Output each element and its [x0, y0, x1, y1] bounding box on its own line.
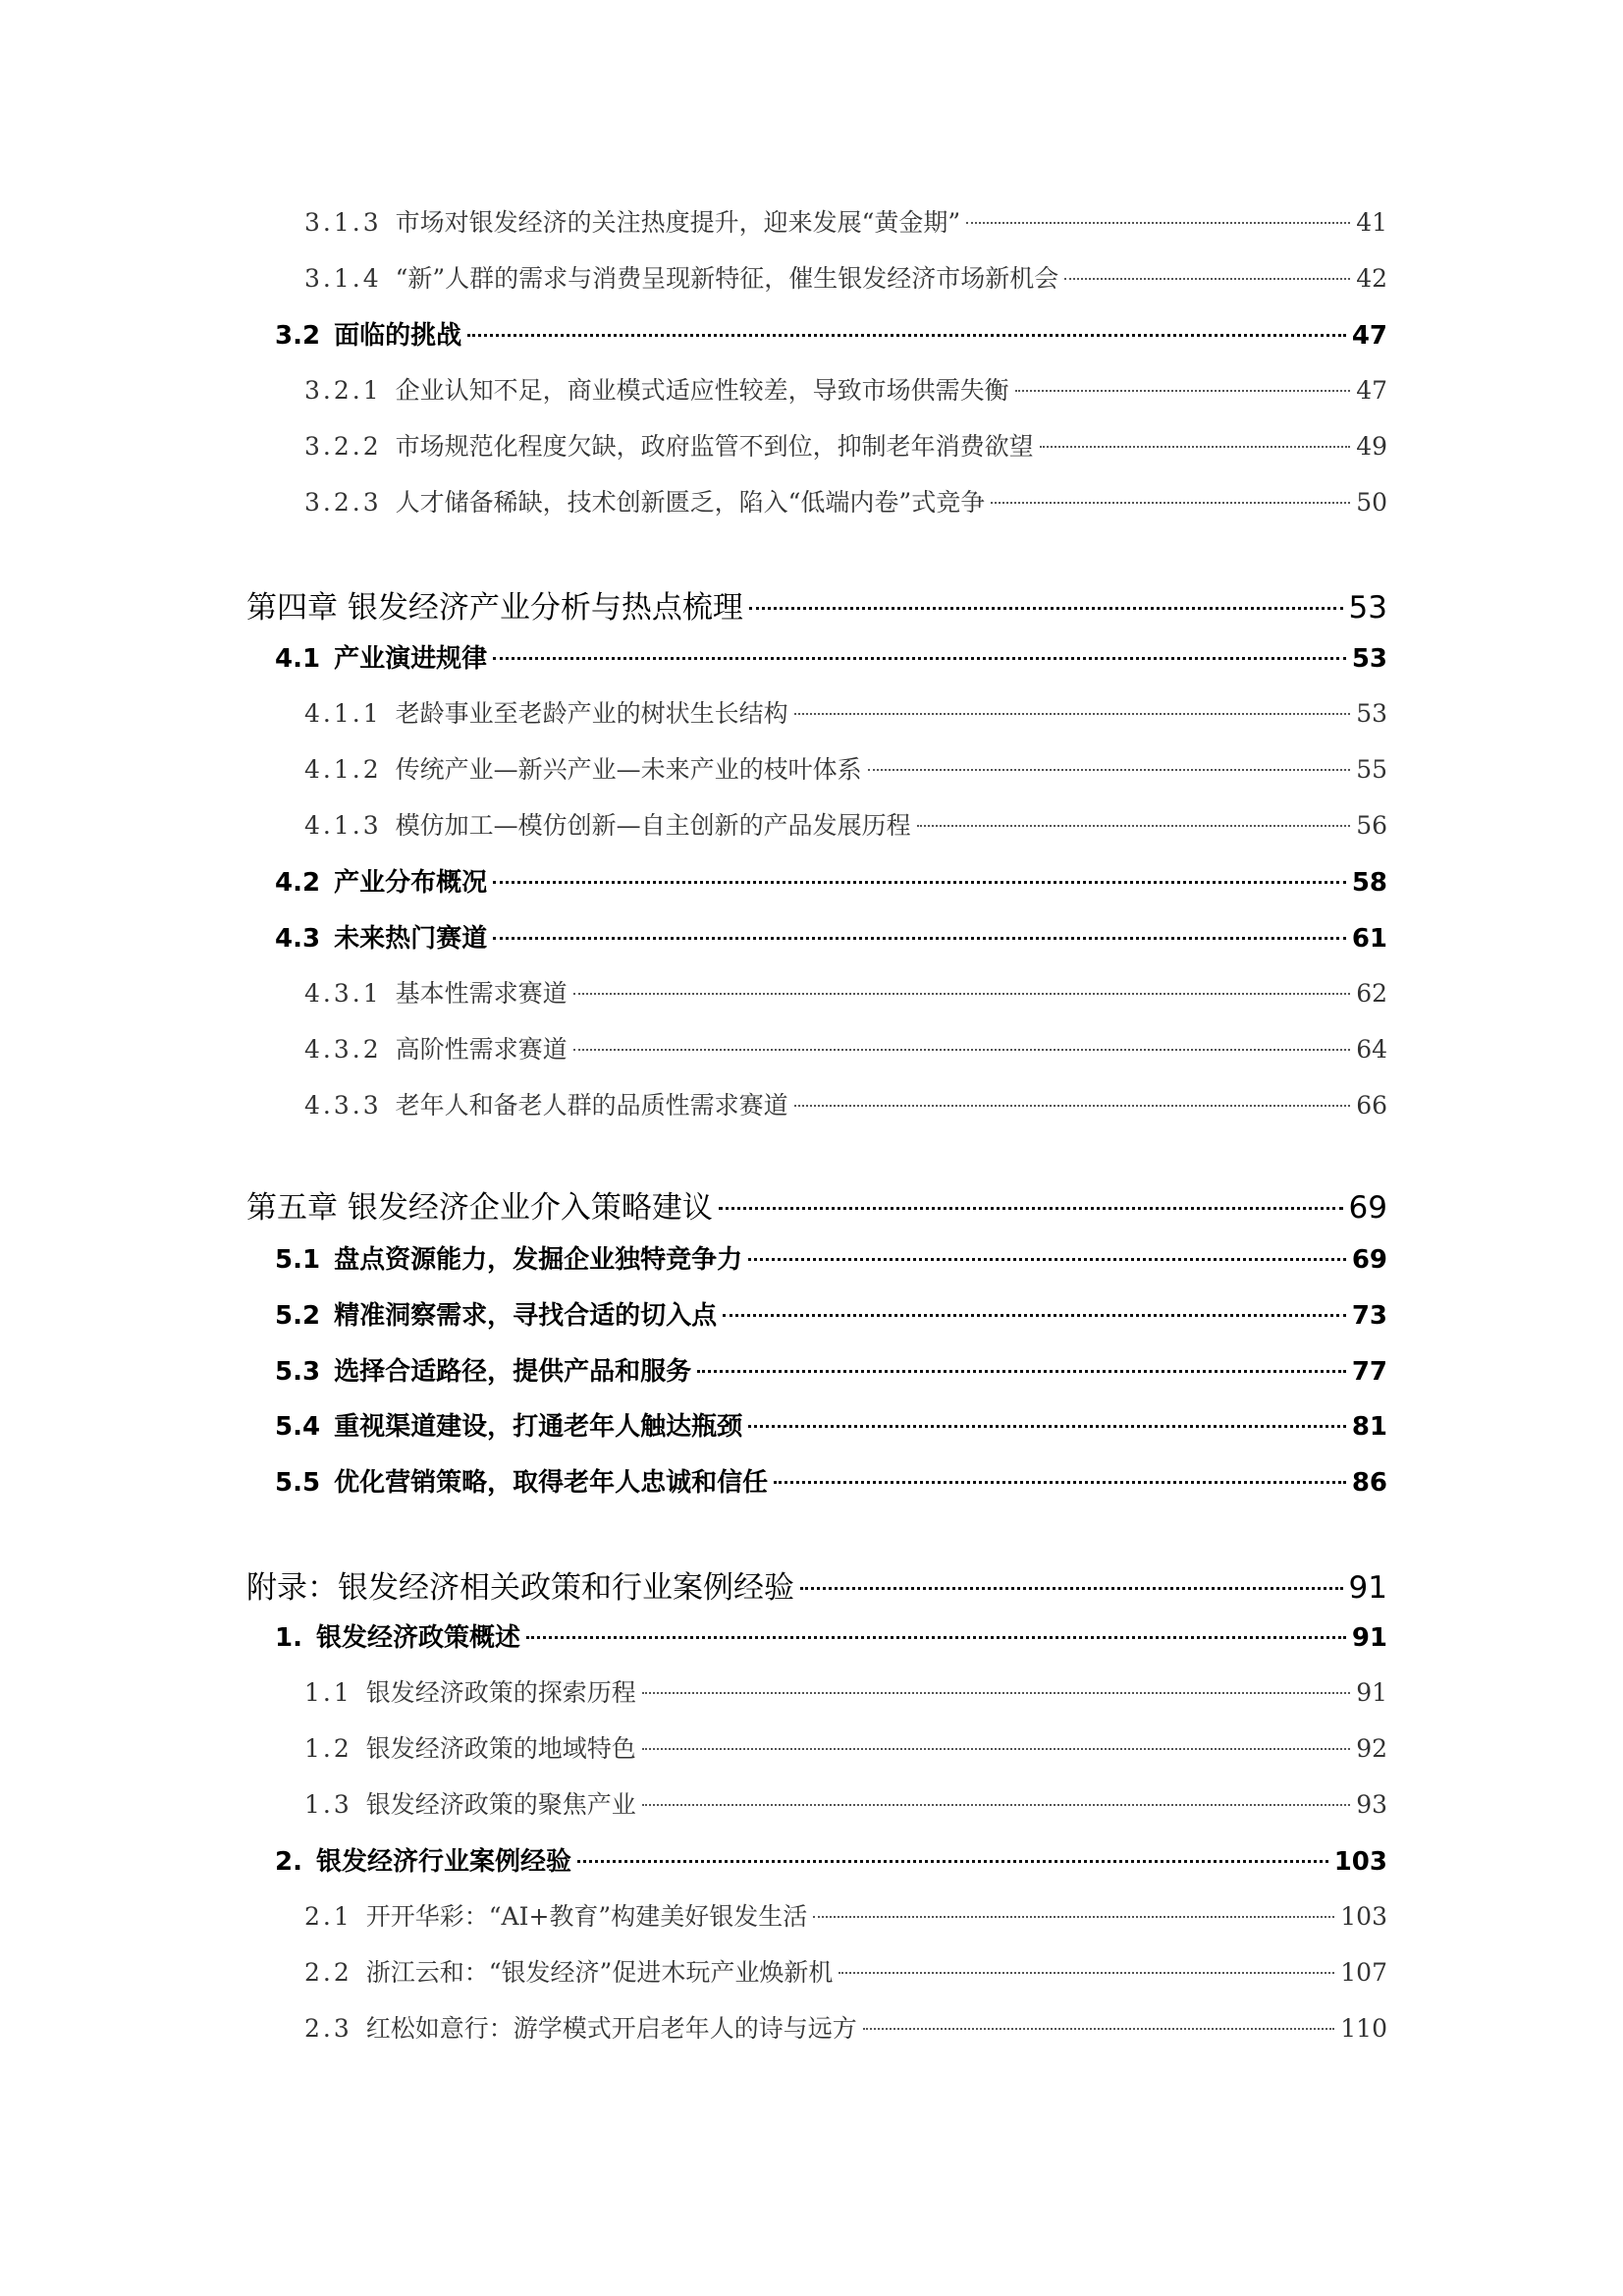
toc-entry-number: 1.3	[304, 1790, 352, 1819]
toc-entry-4-3[interactable]	[0, 918, 1623, 965]
toc-entry-number: 3.2.1	[304, 376, 382, 405]
toc-entry-title: 老年人和备老人群的品质性需求赛道	[395, 1091, 788, 1120]
toc-entry-page: 47	[1351, 321, 1387, 351]
toc-entry-title: 产业分布概况	[334, 868, 488, 898]
toc-entry-page: 91	[1348, 1570, 1387, 1606]
toc-entry-3-2[interactable]	[0, 315, 1623, 362]
toc-entry-number: 3.1.3	[304, 208, 382, 237]
dot-leader	[774, 1481, 1346, 1484]
toc-entry-3-1-3[interactable]	[0, 203, 1623, 250]
toc-entry-4-3-2[interactable]	[0, 1030, 1623, 1077]
toc-entry-number: 4.3.2	[304, 1035, 382, 1064]
dot-leader	[868, 769, 1351, 771]
toc-entry-page: 53	[1348, 590, 1387, 626]
toc-entry-page: 53	[1356, 699, 1387, 728]
toc-chapter-4[interactable]	[0, 582, 1623, 629]
toc-entry-page: 69	[1351, 1245, 1387, 1275]
toc-entry-3-1-4[interactable]	[0, 259, 1623, 306]
dot-leader	[839, 1972, 1334, 1974]
toc-entry-title: 基本性需求赛道	[395, 979, 568, 1008]
toc-entry-title: 传统产业—新兴产业—未来产业的枝叶体系	[395, 755, 862, 784]
dot-leader	[467, 334, 1346, 337]
toc-entry-page: 61	[1351, 924, 1387, 954]
dot-leader	[493, 657, 1346, 660]
dot-leader	[1040, 446, 1351, 448]
toc-entry-page: 81	[1351, 1412, 1387, 1442]
toc-entry-number: 4.2	[275, 868, 321, 898]
toc-entry-appendix-2-2[interactable]	[0, 1953, 1623, 2000]
toc-entry-number: 5.1	[275, 1245, 321, 1275]
toc-entry-page: 66	[1356, 1091, 1387, 1120]
toc-chapter-5[interactable]	[0, 1182, 1623, 1230]
toc-entry-number: 3.2.3	[304, 488, 382, 517]
toc-entry-number: 3.2	[275, 321, 321, 351]
toc-entry-page: 53	[1351, 644, 1387, 674]
toc-entry-title: 企业认知不足，商业模式适应性较差，导致市场供需失衡	[395, 376, 1009, 405]
toc-entry-page: 62	[1356, 979, 1387, 1008]
dot-leader	[794, 713, 1351, 715]
dot-leader	[917, 825, 1351, 827]
dot-leader	[573, 1049, 1351, 1051]
toc-entry-number: 2.2	[304, 1958, 352, 1987]
toc-entry-page: 110	[1340, 2014, 1387, 2043]
toc-entry-title: 开开华彩：“AI+教育”构建美好银发生活	[365, 1902, 808, 1931]
toc-entry-title: 银发经济政策概述	[315, 1623, 520, 1653]
toc-entry-page: 93	[1356, 1790, 1387, 1819]
dot-leader	[642, 1804, 1350, 1806]
toc-entry-4-3-3[interactable]	[0, 1086, 1623, 1133]
toc-entry-number: 4.1.3	[304, 811, 382, 840]
toc-entry-title: 市场规范化程度欠缺，政府监管不到位，抑制老年消费欲望	[395, 432, 1034, 461]
toc-entry-page: 91	[1356, 1678, 1387, 1707]
toc-entry-title: 老龄事业至老龄产业的树状生长结构	[395, 699, 788, 728]
dot-leader	[1015, 390, 1351, 392]
dot-leader	[577, 1860, 1328, 1863]
toc-entry-number: 1.1	[304, 1678, 352, 1707]
toc-entry-page: 77	[1351, 1357, 1387, 1387]
toc-entry-number: 3.1.4	[304, 264, 382, 293]
toc-entry-title: 未来热门赛道	[334, 924, 488, 954]
toc-entry-page: 41	[1356, 208, 1387, 237]
toc-entry-5-3[interactable]	[0, 1351, 1623, 1398]
dot-leader	[813, 1916, 1334, 1918]
dot-leader	[748, 1258, 1346, 1261]
toc-chapter-title: 第五章 银发经济企业介入策略建议	[246, 1190, 713, 1226]
dot-leader	[573, 993, 1351, 995]
toc-entry-5-5[interactable]	[0, 1462, 1623, 1509]
toc-entry-number: 2.3	[304, 2014, 352, 2043]
dot-leader	[642, 1748, 1350, 1750]
toc-entry-number: 5.4	[275, 1412, 321, 1442]
toc-entry-appendix-2[interactable]	[0, 1841, 1623, 1888]
toc-entry-title: 银发经济政策的地域特色	[365, 1734, 636, 1763]
toc-entry-number: 3.2.2	[304, 432, 382, 461]
toc-entry-number: 4.1	[275, 644, 321, 674]
dot-leader	[719, 1207, 1343, 1210]
toc-entry-page: 49	[1356, 432, 1387, 461]
toc-entry-appendix-1-1[interactable]	[0, 1673, 1623, 1721]
dot-leader	[1064, 278, 1350, 280]
toc-entry-title: 选择合适路径，提供产品和服务	[334, 1357, 692, 1387]
toc-entry-4-1-2[interactable]	[0, 750, 1623, 797]
toc-entry-number: 1.2	[304, 1734, 352, 1763]
toc-entry-appendix-2-3[interactable]	[0, 2009, 1623, 2056]
toc-entry-page: 69	[1348, 1190, 1387, 1226]
toc-entry-title: 模仿加工—模仿创新—自主创新的产品发展历程	[395, 811, 911, 840]
toc-entry-title: 银发经济政策的聚焦产业	[365, 1790, 636, 1819]
toc-entry-title: 优化营销策略，取得老年人忠诚和信任	[334, 1468, 769, 1498]
toc-entry-page: 42	[1356, 264, 1387, 293]
dot-leader	[723, 1314, 1346, 1317]
toc-entry-page: 103	[1333, 1847, 1387, 1877]
toc-entry-number: 2.1	[304, 1902, 352, 1931]
toc-appendix[interactable]	[0, 1562, 1623, 1610]
toc-entry-5-2[interactable]	[0, 1295, 1623, 1342]
dot-leader	[493, 937, 1346, 940]
toc-entry-3-2-3[interactable]	[0, 483, 1623, 530]
toc-entry-5-4[interactable]	[0, 1406, 1623, 1453]
toc-entry-title: 高阶性需求赛道	[395, 1035, 568, 1064]
toc-entry-title: 银发经济政策的探索历程	[365, 1678, 636, 1707]
toc-entry-page: 50	[1356, 488, 1387, 517]
toc-entry-page: 103	[1340, 1902, 1387, 1931]
toc-entry-4-1[interactable]	[0, 638, 1623, 685]
toc-entry-number: 1.	[275, 1623, 302, 1653]
toc-entry-page: 92	[1356, 1734, 1387, 1763]
dot-leader	[794, 1105, 1351, 1107]
toc-entry-4-1-1[interactable]	[0, 694, 1623, 741]
toc-entry-number: 4.3	[275, 924, 321, 954]
toc-entry-4-3-1[interactable]	[0, 974, 1623, 1021]
toc-entry-page: 107	[1340, 1958, 1387, 1987]
toc-entry-number: 4.1.1	[304, 699, 382, 728]
toc-entry-number: 4.1.2	[304, 755, 382, 784]
toc-entry-appendix-2-1[interactable]	[0, 1897, 1623, 1944]
dot-leader	[526, 1636, 1346, 1639]
toc-entry-page: 64	[1356, 1035, 1387, 1064]
toc-entry-title: 重视渠道建设，打通老年人触达瓶颈	[334, 1412, 743, 1442]
toc-entry-4-1-3[interactable]	[0, 806, 1623, 853]
toc-entry-number: 5.3	[275, 1357, 321, 1387]
dot-leader	[863, 2028, 1335, 2030]
toc-entry-3-2-2[interactable]	[0, 427, 1623, 474]
toc-entry-title: 精准洞察需求，寻找合适的切入点	[334, 1301, 718, 1331]
toc-entry-4-2[interactable]	[0, 862, 1623, 909]
toc-entry-page: 58	[1351, 868, 1387, 898]
toc-entry-title: 产业演进规律	[334, 644, 488, 674]
toc-entry-title: 盘点资源能力，发掘企业独特竞争力	[334, 1245, 743, 1275]
toc-entry-title: 银发经济行业案例经验	[315, 1847, 571, 1877]
toc-entry-page: 47	[1356, 376, 1387, 405]
toc-entry-page: 91	[1351, 1623, 1387, 1653]
toc-entry-number: 5.2	[275, 1301, 321, 1331]
toc-entry-3-2-1[interactable]	[0, 371, 1623, 418]
toc-entry-title: 红松如意行：游学模式开启老年人的诗与远方	[365, 2014, 857, 2043]
toc-entry-page: 73	[1351, 1301, 1387, 1331]
toc-entry-title: 面临的挑战	[334, 321, 462, 351]
toc-entry-page: 55	[1356, 755, 1387, 784]
dot-leader	[697, 1370, 1346, 1373]
dot-leader	[493, 881, 1346, 884]
toc-entry-appendix-1-3[interactable]	[0, 1785, 1623, 1832]
toc-chapter-title: 第四章 银发经济产业分析与热点梳理	[246, 590, 743, 626]
toc-entry-appendix-1-2[interactable]	[0, 1729, 1623, 1777]
toc-chapter-title: 附录：银发经济相关政策和行业案例经验	[246, 1570, 794, 1606]
dot-leader	[748, 1425, 1346, 1428]
toc-entry-page: 86	[1351, 1468, 1387, 1498]
dot-leader	[991, 502, 1350, 504]
toc-entry-appendix-1[interactable]	[0, 1617, 1623, 1665]
toc-entry-title: 市场对银发经济的关注热度提升，迎来发展“黄金期”	[395, 208, 961, 237]
toc-entry-number: 4.3.1	[304, 979, 382, 1008]
toc-entry-5-1[interactable]	[0, 1239, 1623, 1286]
dot-leader	[966, 222, 1350, 224]
toc-entry-number: 2.	[275, 1847, 302, 1877]
dot-leader	[800, 1587, 1343, 1590]
toc-entry-number: 5.5	[275, 1468, 321, 1498]
toc-entry-number: 4.3.3	[304, 1091, 382, 1120]
toc-entry-title: 人才储备稀缺，技术创新匮乏，陷入“低端内卷”式竞争	[395, 488, 986, 517]
dot-leader	[642, 1692, 1350, 1694]
dot-leader	[749, 607, 1343, 610]
toc-entry-page: 56	[1356, 811, 1387, 840]
toc-entry-title: “新”人群的需求与消费呈现新特征，催生银发经济市场新机会	[395, 264, 1059, 293]
toc-entry-title: 浙江云和：“银发经济”促进木玩产业焕新机	[365, 1958, 834, 1987]
